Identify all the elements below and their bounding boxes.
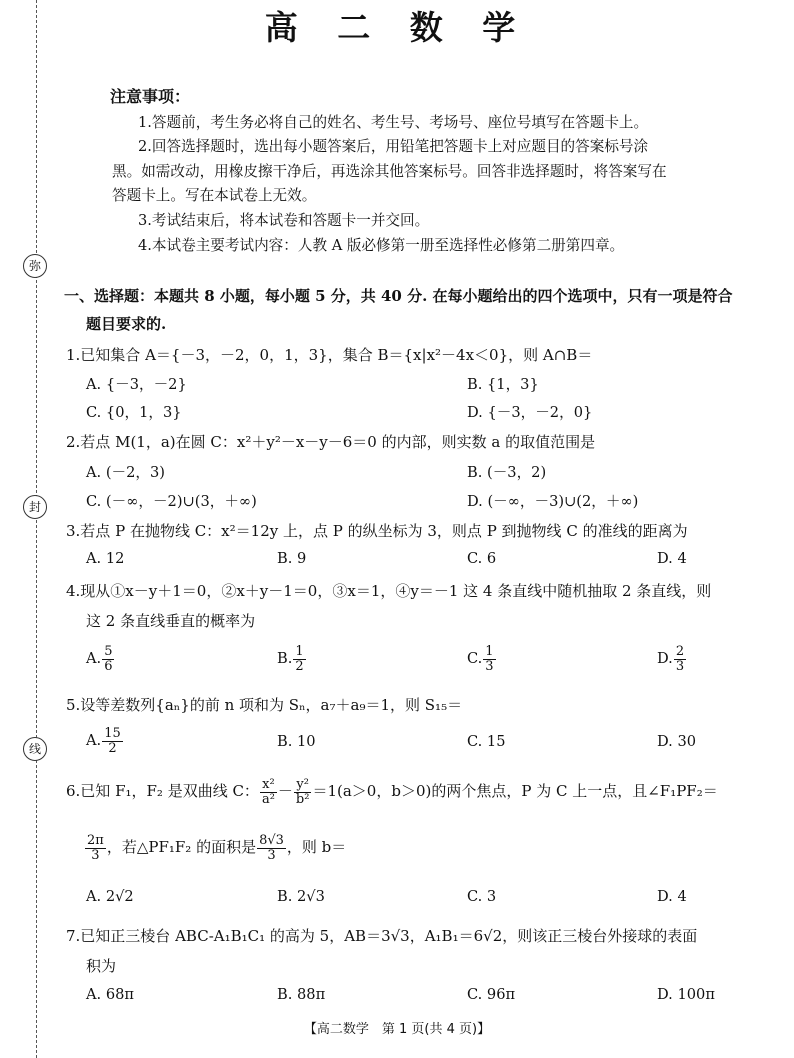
q3-option-b: B. 9 — [277, 550, 307, 567]
q7-stem-line-2: 积为 — [86, 957, 117, 975]
q4-a-fraction: $\frac{5}{6}$ — [104, 644, 113, 674]
q6-option-a: A. 2√2 — [86, 888, 134, 905]
notice-heading: 注意事项： — [110, 87, 191, 106]
q1-option-a: A. {－3，－2} — [86, 376, 187, 393]
q6-option-c: C. 3 — [467, 888, 497, 905]
q2-option-b: B. (－3，2) — [467, 464, 547, 481]
q4-b-fraction: $\frac{1}{2}$ — [295, 644, 304, 674]
q6-y-fraction: $\frac{\text{y²}}{\text{b²}}$ — [295, 777, 310, 807]
q5-option-c: C. 15 — [467, 733, 506, 750]
q3-option-d: D. 4 — [657, 550, 687, 567]
q1-option-d: D. {－3，－2，0} — [467, 404, 593, 421]
q6-stem-line-1: 6.已知 F₁，F₂ 是双曲线 C： $\frac{\text{x²}}{\text{a²}}$ － $\frac{\text{y²}}{\text{b²}}$ ＝1(a＞0，b＞0)的两个焦点，P 为 C 上一点，且∠F₁PF₂＝ — [66, 777, 718, 807]
q1-option-c: C. {0，1，3} — [86, 404, 182, 421]
q2-option-a: A. (－2，3) — [86, 464, 165, 481]
binding-seal-xian: 线 — [23, 737, 47, 761]
q5-option-a: A. $\frac{15}{2}$ — [86, 726, 121, 756]
binding-seal-mi: 弥 — [23, 254, 47, 278]
notice-item-4: 4.本试卷主要考试内容：人教 A 版必修第一册至选择性必修第二册第四章。 — [138, 237, 625, 254]
q5-option-b: B. 10 — [277, 733, 316, 750]
notice-item-1: 1.答题前，考生务必将自己的姓名、考生号、考场号、座位号填写在答题卡上。 — [138, 114, 649, 131]
q7-option-d: D. 100π — [657, 986, 715, 1003]
q4-option-a: A. $\frac{5}{6}$ — [86, 644, 113, 674]
q6-stem-line-2: $\frac{2\pi}{3}$ ，若△PF₁F₂ 的面积是 $\frac{8√3}{3}$ ，则 b＝ — [87, 833, 347, 863]
q6-option-d: D. 4 — [657, 888, 687, 905]
q6-option-b: B. 2√3 — [277, 888, 325, 905]
q6-x-fraction: $\frac{\text{x²}}{\text{a²}}$ — [261, 777, 275, 807]
binding-seal-feng: 封 — [23, 495, 47, 519]
notice-item-3: 3.考试结束后，将本试卷和答题卡一并交回。 — [138, 212, 430, 229]
q6-angle-fraction: $\frac{2\pi}{3}$ — [87, 833, 104, 863]
section-heading-line-2: 题目要求的. — [86, 315, 167, 333]
q1-option-b: B. {1，3} — [467, 376, 539, 393]
notice-item-2-line-2: 黑。如需改动，用橡皮擦干净后，再选涂其他答案标号。回答非选择题时，将答案写在 — [112, 163, 667, 180]
q5-stem: 5.设等差数列{aₙ}的前 n 项和为 Sₙ，a₇＋a₉＝1，则 S₁₅＝ — [66, 696, 463, 714]
q4-option-b: B. $\frac{1}{2}$ — [277, 644, 304, 674]
q4-d-fraction: $\frac{2}{3}$ — [675, 644, 685, 674]
q4-option-d: D. $\frac{2}{3}$ — [657, 644, 685, 674]
page-footer: 【高二数学 第 1 页(共 4 页)】 — [303, 1022, 491, 1037]
q4-option-c: C. $\frac{1}{3}$ — [467, 644, 494, 674]
q2-option-c: C. (－∞，－2)∪(3，＋∞) — [86, 493, 257, 510]
q6-area-fraction: $\frac{8√3}{3}$ — [259, 833, 284, 863]
q2-stem: 2.若点 M(1，a)在圆 C：x²＋y²－x－y－6＝0 的内部，则实数 a 的取值范围是 — [66, 433, 596, 451]
q1-stem: 1.已知集合 A＝{－3，－2，0，1，3}，集合 B＝{x|x²－4x＜0}，则 A∩B＝ — [66, 346, 593, 364]
binding-dashed-line — [36, 0, 37, 1058]
notice-item-2-line-1: 2.回答选择题时，选出每小题答案后，用铅笔把答题卡上对应题目的答案标号涂 — [138, 138, 649, 155]
q7-option-a: A. 68π — [86, 986, 134, 1003]
q3-stem: 3.若点 P 在抛物线 C：x²＝12y 上，点 P 的纵坐标为 3，则点 P 到抛物线 C 的准线的距离为 — [66, 522, 688, 540]
q5-a-fraction: $\frac{15}{2}$ — [104, 726, 121, 756]
q7-option-b: B. 88π — [277, 986, 326, 1003]
q5-option-d: D. 30 — [657, 733, 697, 750]
q4-stem-line-2: 这 2 条直线垂直的概率为 — [86, 612, 256, 630]
q7-option-c: C. 96π — [467, 986, 516, 1003]
q4-c-fraction: $\frac{1}{3}$ — [485, 644, 494, 674]
q3-option-c: C. 6 — [467, 550, 497, 567]
q4-stem-line-1: 4.现从①x－y＋1＝0，②x＋y－1＝0，③x＝1，④y＝－1 这 4 条直线中随机抽取 2 条直线，则 — [66, 582, 712, 600]
section-heading-line-1: 一、选择题：本题共 8 小题，每小题 5 分，共 40 分. 在每小题给出的四个选项中，只有一项是符合 — [64, 287, 733, 305]
page-title: 高 二 数 学 — [264, 8, 530, 47]
q3-option-a: A. 12 — [86, 550, 125, 567]
q7-stem-line-1: 7.已知正三棱台 ABC-A₁B₁C₁ 的高为 5，AB＝3√3，A₁B₁＝6√2，则该正三棱台外接球的表面 — [66, 927, 698, 945]
q2-option-d: D. (－∞，－3)∪(2，＋∞) — [467, 493, 639, 510]
notice-item-2-line-3: 答题卡上。写在本试卷上无效。 — [112, 187, 317, 204]
